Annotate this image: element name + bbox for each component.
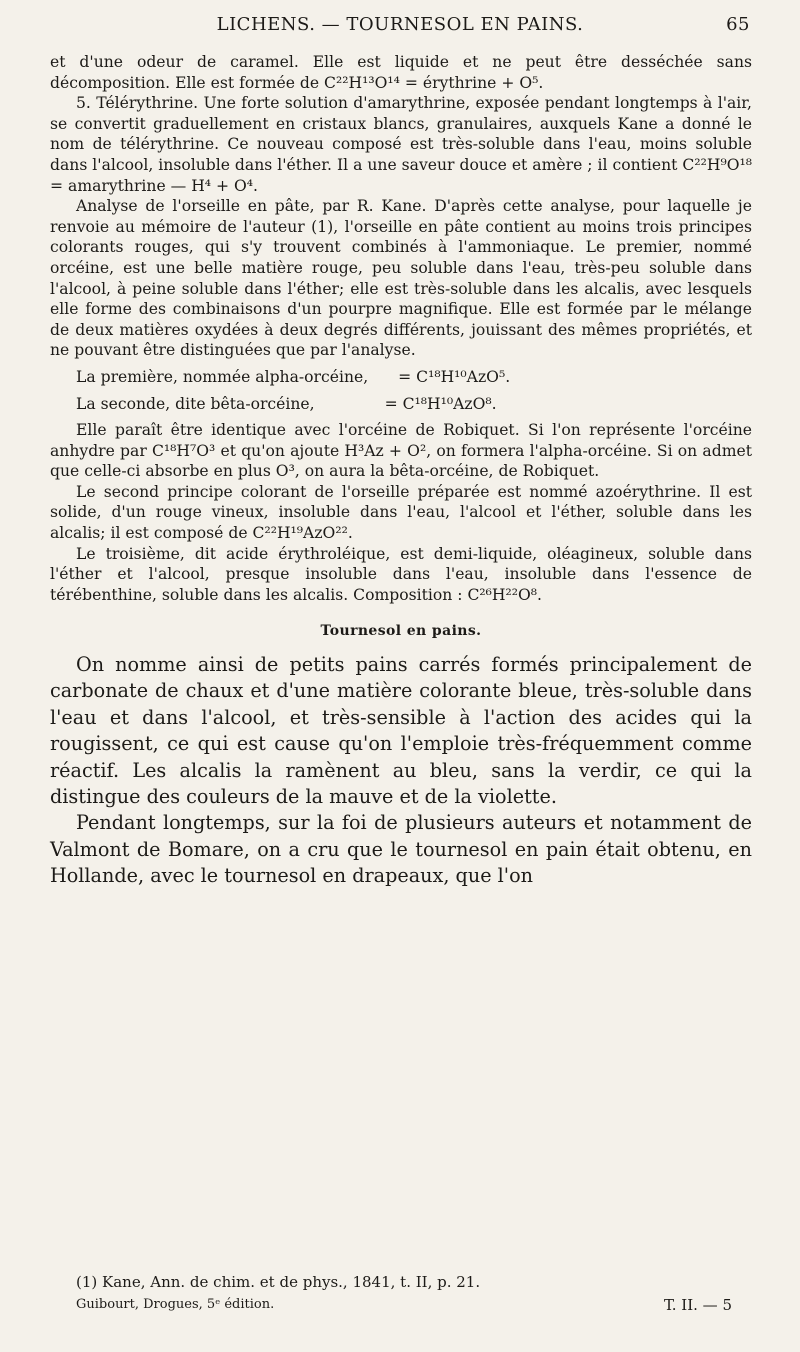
body-text [50,52,752,890]
formula-beta-orceine [76,394,752,415]
section-heading: Tournesol en pains. [320,623,482,640]
formula-alpha-orceine [76,367,752,388]
imprint-right: T. II. — 5 [663,1296,732,1314]
paragraph-acide-erythroleique: Le troisième, dit acide érythroléique, est demi-liquide, oléagineux, soluble dans l'éther et l'alcool, presque insoluble dans l'eau, insoluble dans l'essence de térébenthine, soluble dans les alcalis. Composition : C²⁶H²²O⁸. [50,544,752,604]
paragraph-tournesol-definition: On nomme ainsi de petits pains carrés formés principalement de carbonate de chaux et d'une matière colorante bleue, très-soluble dans l'eau et dans l'alcool, et très-sensible à l'action des acides qui la rougissent, ce qui est cause qu'on l'emploie très-fréquemment comme réactif. Les alcalis la ramènent au bleu, sans la verdir, ce qui la distingue des couleurs de la mauve et de la violette. [50,653,752,809]
paragraph-azoerythrine: Le second principe colorant de l'orseille préparée est nommé azoérythrine. Il est solide, d'un rouge vineux, insoluble dans l'eau, l'alcool et l'éther, soluble dans les alcalis; il est composé de C²²H¹⁹AzO²². [50,482,752,543]
page-header [50,14,750,40]
paragraph-analyse-orseille: Analyse de l'orseille en pâte, par R. Kane. D'après cette analyse, pour laquelle je renvoie au mémoire de l'auteur (1), l'orseille en pâte contient au moins trois principes colorants rouges, qui s'y trouvent combinés à l'ammoniaque. Le premier, nommé orcéine, est une belle matière rouge, peu soluble dans l'eau, très-peu soluble dans l'alcool, à peine soluble dans l'éther; elle est très-soluble dans les alcalis, avec lesquels elle forme des combinaisons d'un pourpre magnifique. Elle est formée par le mélange de deux matières oxydées à deux degrés différents, jouissant des mêmes propriétés, et ne pouvant être distinguées que par l'analyse. [50,197,752,360]
formula-label: La seconde, dite bêta-orcéine, [76,394,315,413]
footnote: (1) Kane, Ann. de chim. et de phys., 1841, t. II, p. 21. [76,1273,481,1291]
running-title: LICHENS. — TOURNESOL EN PAINS. [216,14,584,35]
formula-label: La première, nommée alpha-orcéine, [76,367,369,386]
formula-value: = C¹⁸H¹⁰AzO⁵. [398,367,511,386]
page-number: 65 [726,14,750,35]
imprint-left: Guibourt, Drogues, 5ᵉ édition. [76,1297,275,1312]
printer-imprint [76,1296,752,1314]
paragraph-telerythrine: 5. Télérythrine. Une forte solution d'amarythrine, exposée pendant longtemps à l'air, se convertit graduellement en cristaux blancs, granulaires, auxquels Kane a donné le nom de télérythrine. Ce nouveau composé est très-soluble dans l'eau, moins soluble dans l'alcool, insoluble dans l'éther. Il a une saveur douce et amère ; il contient C²²H⁹O¹⁸ = amarythrine — H⁴ + O⁴. [50,94,752,195]
paragraph-caramel: et d'une odeur de caramel. Elle est liquide et ne peut être desséchée sans décomposition. Elle est formée de C²²H¹³O¹⁴ = érythrine + O⁵. [50,53,752,92]
formula-value: = C¹⁸H¹⁰AzO⁸. [384,394,497,413]
paragraph-robiquet: Elle paraît être identique avec l'orcéine de Robiquet. Si l'on représente l'orcéine anhydre par C¹⁸H⁷O³ et qu'on ajoute H³Az + O², on formera l'alpha-orcéine. Si on admet que celle-ci absorbe en plus O³, on aura la bêta-orcéine, de Robiquet. [50,421,752,481]
paragraph-tournesol-history: Pendant longtemps, sur la foi de plusieurs auteurs et notamment de Valmont de Bomare, on a cru que le tournesol en pain était obtenu, en Hollande, avec le tournesol en drapeaux, que l'on [50,811,752,888]
